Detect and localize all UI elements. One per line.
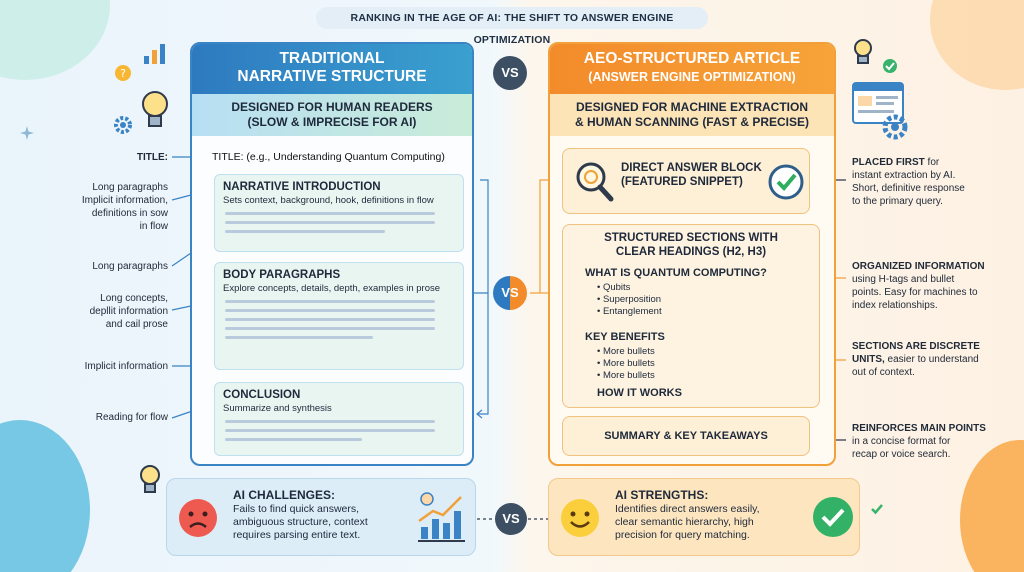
annotation-placed-first: PLACED FIRST for instant extraction by AI. Short, definitive response to the primary query.	[852, 157, 965, 207]
bullet-item: • More bullets	[597, 370, 655, 381]
body-paragraphs-section	[214, 262, 464, 370]
summary-block	[562, 416, 810, 456]
right-sub-line2: & HUMAN SCANNING (FAST & PRECISE)	[574, 115, 809, 129]
check-circle-icon	[767, 163, 805, 201]
ai-strengths-box	[548, 478, 860, 556]
left-card-subheader	[192, 94, 472, 136]
annotation-long-paragraphs-2: Long paragraphs	[92, 261, 168, 272]
traditional-structure-card	[190, 42, 474, 466]
quantum-section	[585, 267, 767, 318]
section-text: Sets context, background, hook, definitions in flow	[223, 195, 434, 206]
left-sub-line2: (SLOW & IMPRECISE FOR AI)	[247, 115, 417, 129]
direct-answer-block	[562, 148, 810, 214]
annotation-reinforces: REINFORCES MAIN POINTS in a concise format for recap or voice search.	[852, 423, 986, 460]
bullet-item: • More bullets	[597, 346, 655, 357]
left-title-line2: NARRATIVE STRUCTURE	[237, 68, 427, 85]
how-it-works-heading: HOW IT WORKS	[597, 387, 682, 399]
right-card-header	[550, 44, 834, 94]
structured-sections-title: STRUCTURED SECTIONS WITH CLEAR HEADINGS (H2, H3)	[604, 232, 778, 258]
vs-badge-middle: VS	[493, 276, 527, 310]
section-heading: NARRATIVE INTRODUCTION	[223, 181, 381, 193]
aeo-structured-card	[548, 42, 836, 466]
text-placeholder-lines	[215, 414, 463, 441]
left-card-header	[192, 44, 472, 94]
smiley-face-icon	[559, 497, 601, 539]
right-title-line1: AEO-STRUCTURED ARTICLE	[583, 50, 801, 67]
strengths-text: AI STRENGTHS: Identifies direct answers easily, clear semantic hierarchy, high precision for query matching.	[615, 488, 760, 541]
page-title: RANKING IN THE AGE OF AI: THE SHIFT TO ANSWER ENGINE OPTIMIZATION	[316, 7, 708, 29]
vs-badge-bottom: VS	[495, 503, 527, 535]
direct-answer-title: DIRECT ANSWER BLOCK (FEATURED SNIPPET)	[621, 162, 762, 188]
vs-badge-top: VS	[493, 56, 527, 90]
bullet-item: • More bullets	[597, 358, 655, 369]
annotation-organized-information: ORGANIZED INFORMATION using H-tags and bullet points. Easy for machines to index relationships.	[852, 261, 985, 311]
structured-sections-block	[562, 224, 820, 408]
svg-text:?: ?	[120, 67, 126, 80]
section-heading: WHAT IS QUANTUM COMPUTING?	[585, 267, 767, 279]
left-sub-line1: DESIGNED FOR HUMAN READERS	[231, 100, 433, 114]
bullet-item: • Qubits	[597, 282, 631, 293]
left-title-row: TITLE: (e.g., Understanding Quantum Computing)	[212, 151, 445, 163]
section-heading: CONCLUSION	[223, 389, 301, 401]
section-text: Explore concepts, details, depth, examples in prose	[223, 283, 441, 294]
annotation-long-concepts: Long concepts, depllit information and cail prose	[89, 293, 168, 330]
key-benefits-section	[585, 331, 665, 382]
challenges-text: AI CHALLENGES: Fails to find quick answers, ambiguous structure, context requires parsing entire text.	[233, 488, 368, 541]
annotation-implicit-information: Implicit information	[84, 361, 168, 372]
text-placeholder-lines	[215, 206, 463, 233]
left-title-line1: TRADITIONAL	[279, 50, 385, 67]
annotation-discrete-units: SECTIONS ARE DISCRETE UNITS, easier to understand out of context.	[852, 341, 980, 378]
success-check-icon	[811, 495, 855, 539]
bullet-item: • Superposition	[597, 294, 662, 305]
right-card-subheader	[550, 94, 834, 136]
growth-chart-icon	[415, 491, 469, 545]
narrative-intro-section	[214, 174, 464, 252]
section-text: Summarize and synthesis	[223, 403, 332, 414]
text-placeholder-lines	[215, 294, 463, 339]
section-heading: BODY PARAGRAPHS	[223, 269, 341, 281]
sad-face-icon	[177, 497, 219, 539]
right-title-line2: (ANSWER ENGINE OPTIMIZATION)	[588, 70, 796, 84]
right-sub-line1: DESIGNED FOR MACHINE EXTRACTION	[575, 100, 808, 114]
magnifier-icon	[573, 159, 615, 203]
bullet-item: • Entanglement	[597, 306, 662, 317]
annotation-title: TITLE:	[136, 152, 168, 163]
annotation-long-paragraphs-1: Long paragraphs Implicit information, definitions in sow in flow	[81, 182, 168, 232]
section-heading: KEY BENEFITS	[585, 331, 665, 343]
summary-title: SUMMARY & KEY TAKEAWAYS	[604, 430, 768, 442]
conclusion-section	[214, 382, 464, 456]
ai-challenges-box	[166, 478, 476, 556]
annotation-reading-for-flow: Reading for flow	[95, 412, 168, 423]
